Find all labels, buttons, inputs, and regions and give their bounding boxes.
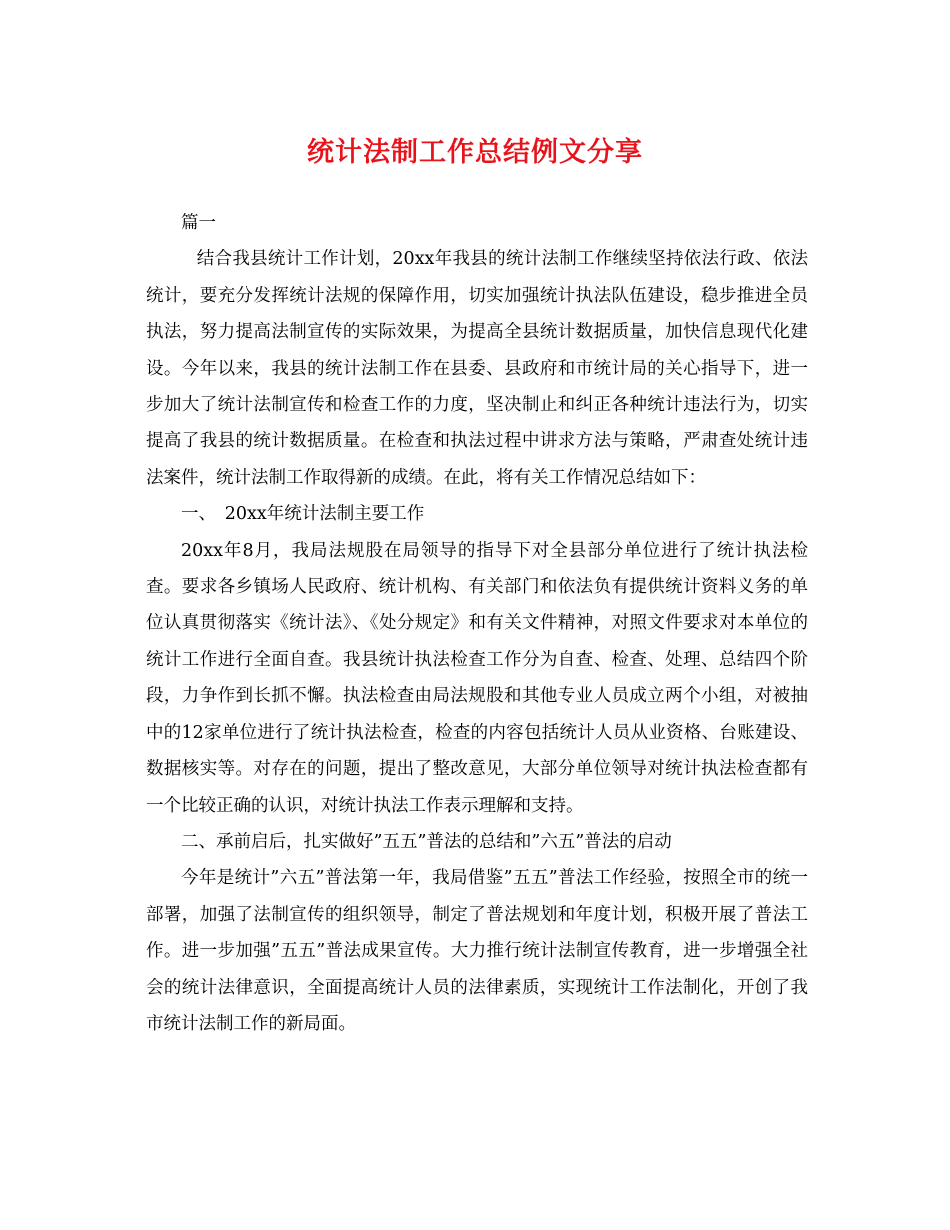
body-paragraph-2: 今年是统计”六五”普法第一年，我局借鉴”五五”普法工作经验，按照全市的统一部署，加强了法制宣传的组织领导，制定了普法规划和年度计划，积极开展了普法工作。进一步加强”五五”普法成果宣传。大力推行统计法制宣传教育，进一步增强全社会的统计法律意识，全面提高统计人员的法律素质，实现统计工作法制化，开创了我市统计法制工作的新局面。 [146,868,808,1034]
body-paragraph-1: 20xx年8月，我局法规股在局领导的指导下对全县部分单位进行了统计执法检查。要求各乡镇场人民政府、统计机构、有关部门和依法负有提供统计资料义务的单位认真贯彻落实《统计法》、《处分规定》和有关文件精神，对照文件要求对本单位的统计工作进行全面自查。我县统计执法检查工作分为自查、检查、处理、总结四个阶段，力争作到长抓不懈。执法检查由局法规股和其他专业人员成立两个小组，对被抽中的12家单位进行了统计执法检查，检查的内容包括统计人员从业资格、台账建设、数据核实等。对存在的问题，提出了整改意见，大部分单位领导对统计执法检查都有一个比较正确的认识，对统计执法工作表示理解和支持。 [146,540,808,816]
section-heading-1: 一、 20xx年统计法制主要工作 [181,504,425,525]
document-body [146,205,808,1042]
section-heading-2: 二、承前启后，扎实做好”五五”普法的总结和”六五”普法的启动 [181,831,672,852]
document-title: 统计法制工作总结例文分享 [307,137,643,168]
section-label: 篇一 [181,213,216,233]
intro-paragraph: 结合我县统计工作计划，20xx年我县的统计法制工作继续坚持依法行政、依法统计，要充分发挥统计法规的保障作用，切实加强统计执法队伍建设，稳步推进全员执法，努力提高法制宣传的实际效果，为提高全县统计数据质量，加快信息现代化建设。今年以来，我县的统计法制工作在县委、县政府和市统计局的关心指导下，进一步加大了统计法制宣传和检查工作的力度，坚决制止和纠正各种统计违法行为，切实提高了我县的统计数据质量。在检查和执法过程中讲求方法与策略，严肃查处统计违法案件，统计法制工作取得新的成绩。在此，将有关工作情况总结如下： [146,249,808,488]
